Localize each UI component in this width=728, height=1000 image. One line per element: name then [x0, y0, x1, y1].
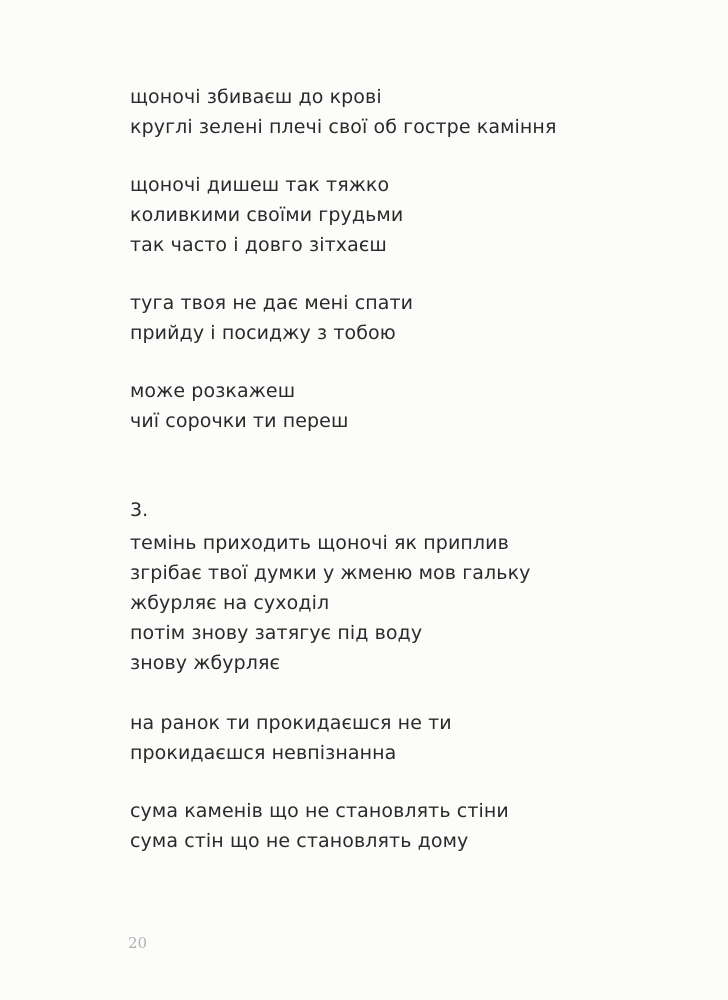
poem-line: сума каменів що не становлять стіни — [130, 800, 509, 822]
poem-line: прийду і посиджу з тобою — [130, 322, 396, 344]
page-number: 20 — [128, 934, 148, 952]
poem-line: коливкими своїми грудьми — [130, 204, 404, 226]
poem-line: згрібає твої думки у жменю мов гальку — [130, 562, 531, 584]
poem-line: знову жбурляє — [130, 652, 281, 674]
poem-line: жбурляє на суходіл — [130, 592, 330, 614]
poem-line: може розкажеш — [130, 380, 296, 402]
poem-line: прокидаєшся невпізнанна — [130, 742, 397, 764]
poem-line: на ранок ти прокидаєшся не ти — [130, 712, 452, 734]
poem-line: темінь приходить щоночі як приплив — [130, 532, 509, 554]
poem-line: круглі зелені плечі свої об гостре каміння — [130, 116, 557, 138]
poem-line: туга твоя не дає мені спати — [130, 292, 414, 314]
section-number: 3. — [130, 499, 149, 521]
poem-line: чиї сорочки ти переш — [130, 410, 349, 432]
poem-line: потім знову затягує під воду — [130, 622, 423, 644]
poem-line: щоночі дишеш так тяжко — [130, 174, 390, 196]
poem-line: так часто і довго зітхаєш — [130, 234, 387, 256]
poem-line: сума стін що не становлять дому — [130, 830, 469, 852]
poem-line: щоночі збиваєш до крові — [130, 86, 382, 108]
